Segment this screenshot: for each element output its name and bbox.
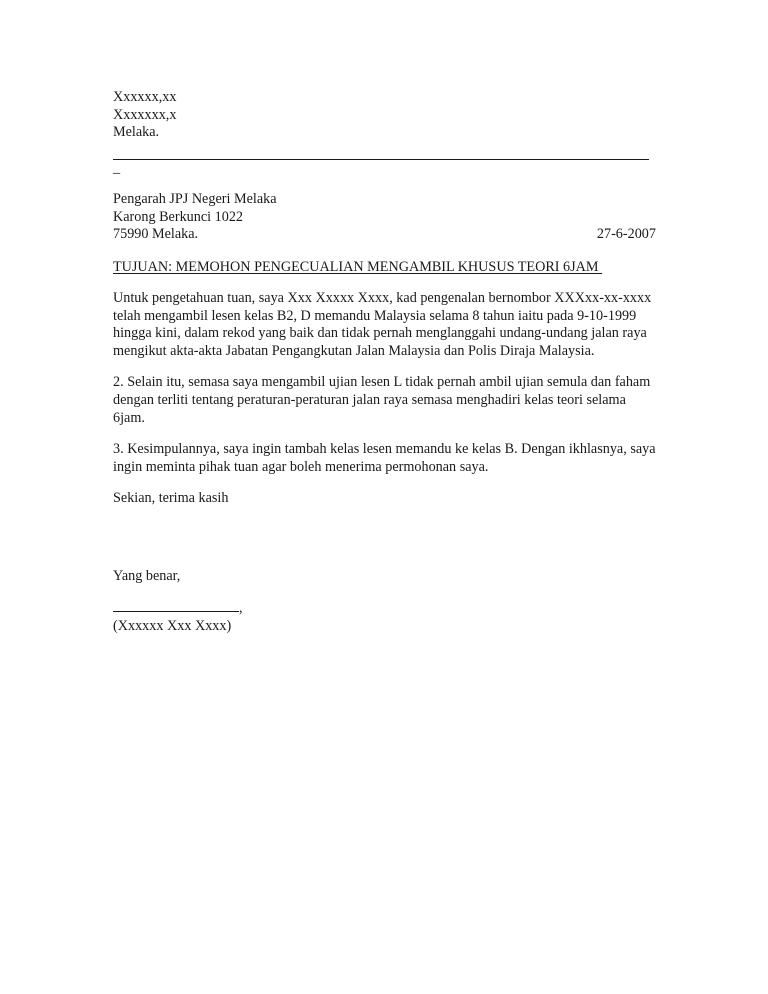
- letter-body: [113, 89, 656, 635]
- signature-name: (Xxxxxx Xxx Xxxx): [113, 617, 232, 634]
- recipient-address: [113, 191, 656, 244]
- recipient-line-1: Pengarah JPJ Negeri Melaka: [113, 191, 277, 207]
- body-paragraph-1: Untuk pengetahuan tuan, saya Xxx Xxxxx Xxxx, kad pengenalan bernombor XXXxx-xx-xxxx telah mengambil lesen kelas B2, D memandu Malaysia selama 8 tahun iaitu pada 9-10-1999 hingga kini, dalam rekod yang baik dan tidak pernah menglanggahi undang-undang jalan raya mengikut akta-akta Jabatan Pengangkutan Jalan Malaysia dan Polis Diraja Malaysia.: [113, 290, 652, 359]
- sender-line-2: Xxxxxxx,x: [113, 106, 177, 123]
- signature-blank: [113, 599, 239, 612]
- signature-comma: ,: [239, 600, 243, 617]
- header-divider-tail: _: [113, 159, 121, 176]
- body-paragraph-2: 2. Selain itu, semasa saya mengambil ujian lesen L tidak pernah ambil ujian semula dan faham dengan terliti tentang peraturan-peraturan jalan raya semasa menghadiri kelas teori selama 6jam.: [113, 374, 651, 426]
- recipient-line-3: 75990 Melaka.: [113, 226, 199, 242]
- recipient-date-row: [113, 226, 656, 244]
- signature-greeting: Yang benar,: [113, 567, 181, 584]
- closing-line: Sekian, terima kasih: [113, 490, 229, 507]
- signature-line: [113, 599, 656, 618]
- sender-address: [113, 89, 656, 142]
- body-paragraph-3: 3. Kesimpulannya, saya ingin tambah kelas lesen memandu ke kelas B. Dengan ikhlasnya, saya ingin meminta pihak tuan agar boleh menerima permohonan saya.: [113, 441, 656, 475]
- sender-line-3: Melaka.: [113, 124, 160, 140]
- subject-line: TUJUAN: MEMOHON PENGECUALIAN MENGAMBIL KHUSUS TEORI 6JAM: [113, 258, 603, 275]
- sender-line-1: Xxxxxx,xx: [113, 89, 177, 105]
- letter-date: 27-6-2007: [596, 226, 656, 242]
- recipient-line-2: Karong Berkunci 1022: [113, 208, 244, 225]
